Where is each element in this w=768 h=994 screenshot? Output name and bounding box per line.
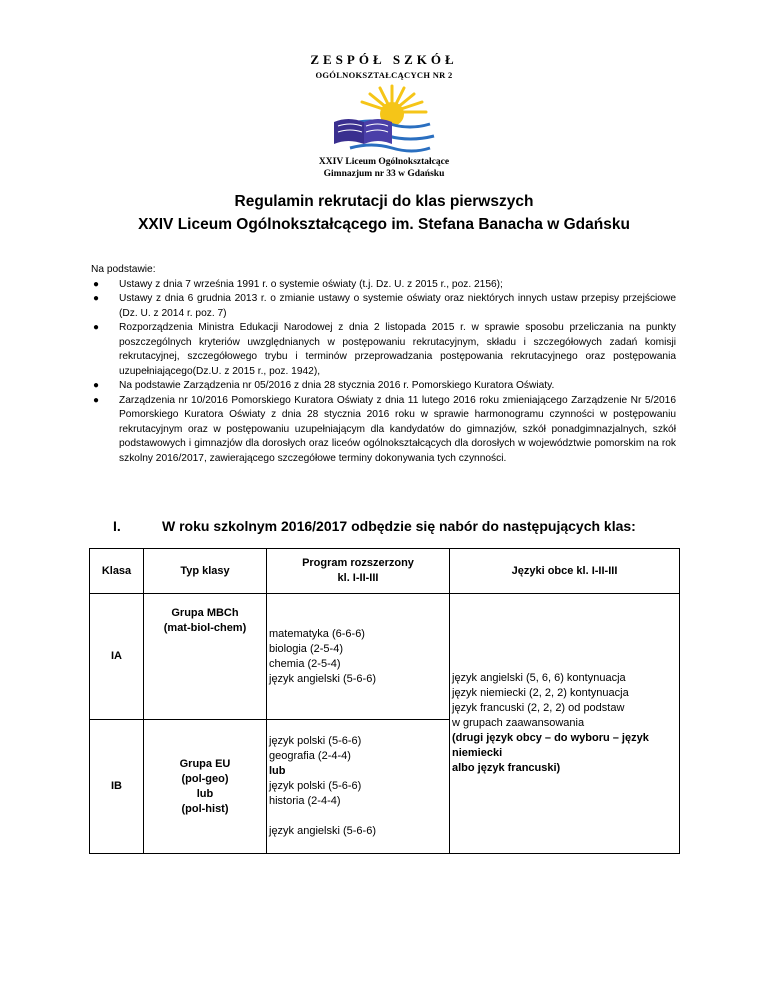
table-header-row <box>90 549 680 594</box>
legal-basis-list <box>91 278 676 467</box>
bullet-icon: ● <box>93 322 100 333</box>
bullet-icon: ● <box>93 394 100 406</box>
school-name-line4: Gimnazjum nr 33 w Gdańsku <box>323 169 445 179</box>
cell-program-ib: język polski (5-6-6) geografia (2-4-4) lub język polski (5-6-6) historia (2-4-4) język angielski (5-6-6) <box>267 720 450 854</box>
school-name-line2: OGÓLNOKSZTAŁCĄCYCH NR 2 <box>315 70 453 80</box>
bullet-icon: ● <box>93 380 100 391</box>
school-logo-icon <box>330 82 440 156</box>
list-item: ● Rozporządzenia Ministra Edukacji Narodowej z dnia 2 listopada 2015 r. w sprawie sposobu przeliczania na punkty poszczególnych kryteriów uwzględnianych w postępowaniu rekrutacyjnym, składu i szczegółowych zadań komisji rekrutacyjnej, szczegółowego trybu i terminów przeprowadzania postępowania rekrutacyjnego oraz postępowania uzupełniającego(Dz.U. z 2015 r., poz. 1942), <box>93 322 676 377</box>
page-title-line1: Regulamin rekrutacji do klas pierwszych <box>234 193 534 210</box>
cell-klasa-ib: IB <box>90 720 144 854</box>
wave-bottom <box>350 145 430 151</box>
header-klasa: Klasa <box>90 549 144 594</box>
school-name-line3: XXIV Liceum Ogólnokształcące <box>318 157 450 167</box>
header-program: Program rozszerzony kl. I-II-III <box>267 549 450 594</box>
bullet-icon: ● <box>93 293 100 304</box>
list-item: ● Ustawy z dnia 7 września 1991 r. o systemie oświaty (t.j. Dz. U. z 2015 r., poz. 2156); <box>91 278 676 293</box>
recruitment-table <box>89 548 680 854</box>
cell-jezyki: język angielski (5, 6, 6) kontynuacja język niemiecki (2, 2, 2) kontynuacja język francuski (2, 2, 2) od podstaw w grupach zaawansowania (drugi język obcy – do wyboru – język niemiecki albo język francuski) <box>450 594 680 854</box>
section-title: W roku szkolnym 2016/2017 odbędzie się nabór do następujących klas: <box>162 518 636 534</box>
header-jezyki: Języki obce kl. I-II-III <box>450 549 680 594</box>
cell-typ-ib: Grupa EU (pol-geo) lub (pol-hist) <box>144 720 267 854</box>
legal-basis-lead: Na podstawie: <box>91 264 156 275</box>
bullet-icon: ● <box>93 278 100 290</box>
school-name-line1: ZESPÓŁ SZKÓŁ <box>310 52 458 67</box>
header-typ: Typ klasy <box>144 549 267 594</box>
page-title-line2: XXIV Liceum Ogólnokształcącego im. Stefana Banacha w Gdańsku <box>138 216 630 233</box>
legal-basis <box>91 263 676 466</box>
section-number: I. <box>113 518 121 534</box>
list-item: ● Zarządzenia nr 10/2016 Pomorskiego Kuratora Oświaty z dnia 11 lutego 2016 roku zmieniającego Zarządzenie Nr 5/2016 Pomorskiego Kuratora Oświaty z dnia 28 stycznia 2016 roku w sprawie harmonogramu czynności w postępowaniu rekrutacyjnym oraz w postępowaniu uzupełniającym dla kandydatów do gimnazjów, szkół ponadgimnazjalnych, szkół podstawowych i gimnazjów dla dorosłych oraz liceów ogólnokształcących dla dorosłych w województwie pomorskim na rok szkolny 2016/2017, zawierającego szczegółowe terminy dokonywania tych czynności. <box>93 394 676 464</box>
list-item: ● Na podstawie Zarządzenia nr 05/2016 z dnia 28 stycznia 2016 r. Pomorskiego Kuratora Oświaty. <box>91 379 676 394</box>
table-row <box>90 594 680 720</box>
cell-typ-ia: Grupa MBCh (mat-biol-chem) <box>144 594 267 720</box>
cell-program-ia: matematyka (6-6-6) biologia (2-5-4) chemia (2-5-4) język angielski (5-6-6) <box>267 594 450 720</box>
cell-klasa-ia: IA <box>90 594 144 720</box>
list-item: ● Ustawy z dnia 6 grudnia 2013 r. o zmianie ustawy o systemie oświaty oraz niektórych innych ustaw przepisy przejściowe (Dz. U. z 2014 r. poz. 7) <box>93 293 676 319</box>
